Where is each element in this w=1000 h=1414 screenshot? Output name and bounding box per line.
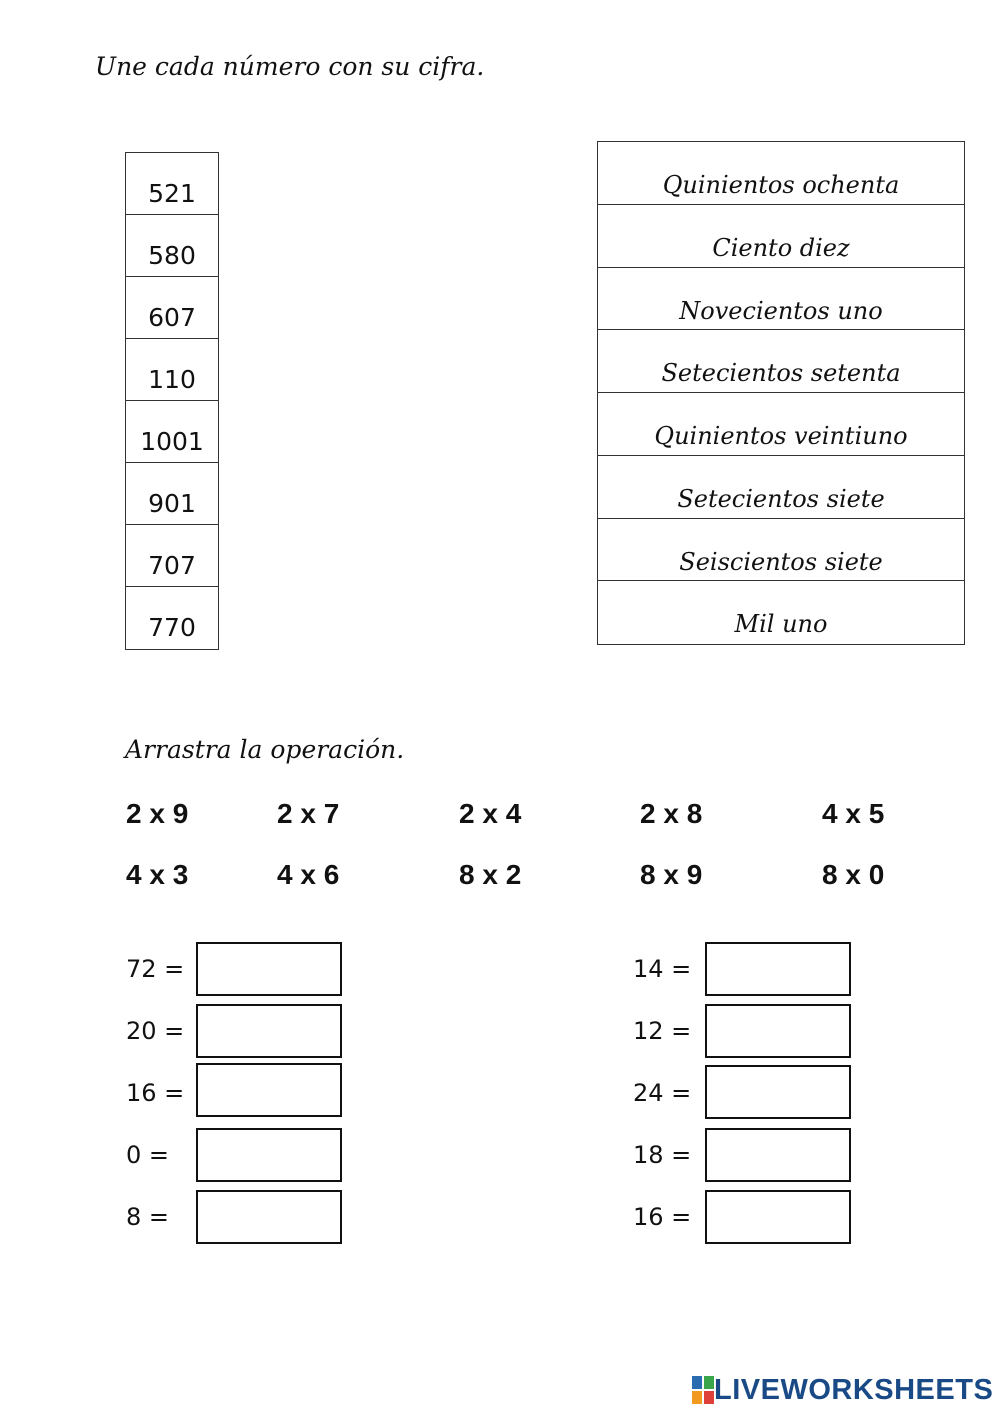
word-cell[interactable]: Quinientos veintiuno <box>598 393 964 456</box>
drop-box[interactable] <box>705 1190 851 1244</box>
drop-box[interactable] <box>705 1004 851 1058</box>
operation-tile[interactable]: 4 x 5 <box>822 798 885 829</box>
word-cell[interactable]: Novecientos uno <box>598 268 964 331</box>
word-cell[interactable]: Setecientos setenta <box>598 330 964 393</box>
number-cell[interactable]: 580 <box>126 215 218 277</box>
operation-tile[interactable]: 8 x 2 <box>459 859 522 890</box>
operation-tile[interactable]: 4 x 3 <box>126 859 189 890</box>
logo-blocks-icon <box>692 1376 714 1404</box>
drop-box[interactable] <box>196 1190 342 1244</box>
equation-label: 16 = <box>126 1079 185 1107</box>
drop-box[interactable] <box>196 1004 342 1058</box>
equation-label: 20 = <box>126 1017 185 1045</box>
number-cell[interactable]: 521 <box>126 153 218 215</box>
operation-tile[interactable]: 2 x 7 <box>277 798 340 829</box>
number-cell[interactable]: 607 <box>126 277 218 339</box>
drop-box[interactable] <box>196 1128 342 1182</box>
operation-tile[interactable]: 2 x 4 <box>459 798 522 829</box>
equation-label: 24 = <box>633 1079 692 1107</box>
number-cell[interactable]: 707 <box>126 525 218 587</box>
number-column <box>125 152 219 650</box>
number-cell[interactable]: 770 <box>148 613 196 642</box>
word-cell[interactable]: Ciento diez <box>598 205 964 268</box>
operation-tile[interactable]: 4 x 6 <box>277 859 340 890</box>
operation-tile[interactable]: 8 x 9 <box>640 859 703 890</box>
drop-box[interactable] <box>705 1065 851 1119</box>
word-cell[interactable]: Mil uno <box>734 610 828 639</box>
drop-box[interactable] <box>196 1063 342 1117</box>
equation-label: 16 = <box>633 1203 692 1231</box>
equation-label: 72 = <box>126 955 185 983</box>
word-column <box>597 141 965 645</box>
equation-label: 18 = <box>633 1141 692 1169</box>
operation-tile[interactable]: 8 x 0 <box>822 859 885 890</box>
instruction-drag: Arrastra la operación. <box>125 735 405 764</box>
word-cell[interactable]: Setecientos siete <box>598 456 964 519</box>
equation-label: 8 = <box>126 1203 170 1231</box>
instruction-match: Une cada número con su cifra. <box>95 52 485 81</box>
equation-label: 12 = <box>633 1017 692 1045</box>
logo-text: LIVEWORKSHEETS <box>714 1373 994 1406</box>
drop-box[interactable] <box>705 1128 851 1182</box>
operation-tile[interactable]: 2 x 9 <box>126 798 189 829</box>
equation-label: 14 = <box>633 955 692 983</box>
word-cell[interactable]: Seiscientos siete <box>598 519 964 582</box>
drop-box[interactable] <box>705 942 851 996</box>
number-cell[interactable]: 901 <box>126 463 218 525</box>
drop-box[interactable] <box>196 942 342 996</box>
word-cell[interactable]: Quinientos ochenta <box>598 142 964 205</box>
equation-label: 0 = <box>126 1141 170 1169</box>
liveworksheets-logo[interactable] <box>692 1374 993 1406</box>
operation-tile[interactable]: 2 x 8 <box>640 798 703 829</box>
number-cell[interactable]: 1001 <box>126 401 218 463</box>
number-cell[interactable]: 110 <box>126 339 218 401</box>
